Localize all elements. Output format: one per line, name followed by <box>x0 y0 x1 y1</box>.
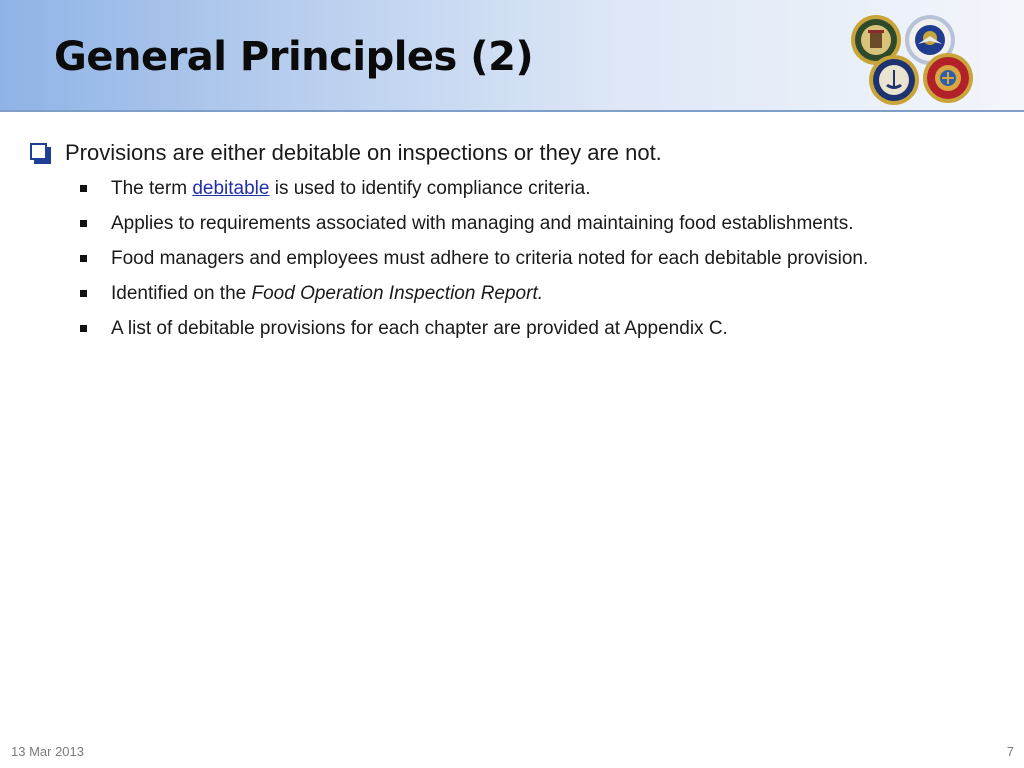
debitable-link[interactable]: debitable <box>192 178 270 199</box>
sub-bullet-text: Food managers and employees must adhere to criteria noted for each debitable provision. <box>111 248 869 269</box>
square-bullet-icon <box>80 220 87 227</box>
square-bullet-icon <box>80 325 87 332</box>
sub-bullet-text: Identified on the <box>111 283 252 304</box>
report-name-text: Food Operation Inspection Report. <box>251 283 544 304</box>
square-bullet-icon <box>80 290 87 297</box>
slide-title: General Principles (2) <box>54 34 534 80</box>
sub-bullet-text: Applies to requirements associated with managing and maintaining food establishments. <box>111 213 854 234</box>
page-number: 7 <box>1006 744 1014 759</box>
title-bar <box>0 0 1024 112</box>
bullet-text: Provisions are either debitable on inspections or they are not. <box>65 140 662 165</box>
sub-bullet-text: The term <box>111 178 193 199</box>
navy-seal-icon <box>868 54 920 106</box>
marine-corps-seal-icon <box>922 52 974 104</box>
sub-bullet-text: A list of debitable provisions for each chapter are provided at Appendix C. <box>111 318 728 339</box>
square-bullet-icon <box>80 185 87 192</box>
military-seals-logo <box>850 14 980 106</box>
footer-date: 13 Mar 2013 <box>11 744 84 759</box>
square-bullet-icon <box>80 255 87 262</box>
checkbox-bullet-icon <box>30 143 47 160</box>
sub-bullet-text: is used to identify compliance criteria. <box>269 178 591 199</box>
